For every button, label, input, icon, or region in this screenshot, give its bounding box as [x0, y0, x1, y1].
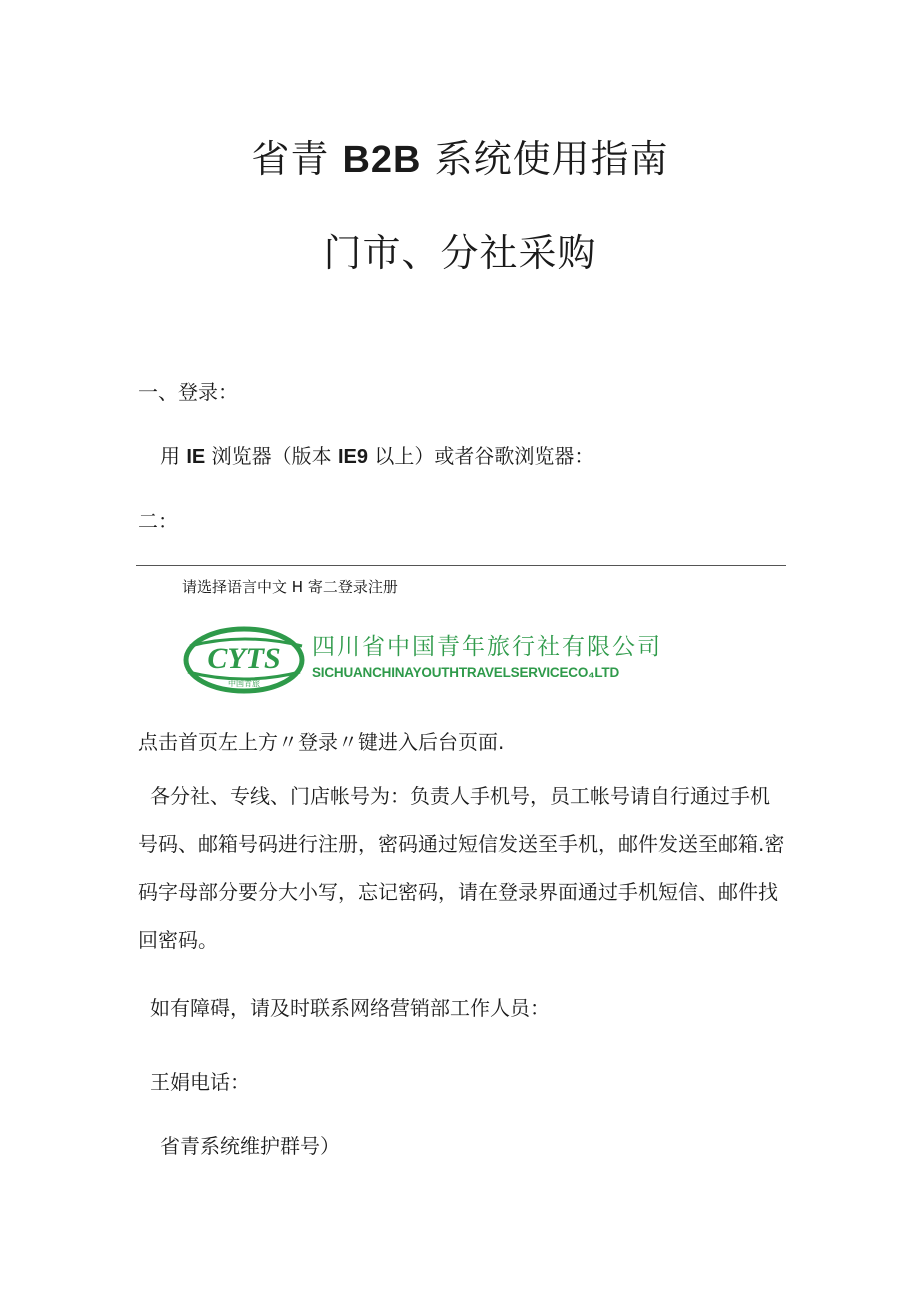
browser-text-ie: IE [186, 446, 206, 468]
screenshot-top-rule [136, 565, 786, 566]
login-instruction: 点击首页左上方〃登录〃键进入后台页面. [138, 730, 505, 754]
contact-line: 如有障碍，请及时联系网络营销部工作人员： [150, 996, 550, 1020]
document-title [0, 128, 920, 183]
cyts-logo-icon [180, 626, 310, 694]
section-1-heading: 一、登录： [138, 380, 238, 404]
cyts-logo [180, 626, 310, 694]
company-name-en: SICHUANCHINAYOUTHTRAVELSERVICECO₄LTD [312, 665, 620, 680]
section-2-heading: 二： [138, 509, 178, 533]
browser-text-2: 浏览器（版本 [205, 444, 338, 468]
phone-line: 王娟电话： [150, 1070, 250, 1094]
document-subtitle: 门市、分社采购 [323, 231, 597, 275]
group-line: 省青系统维护群号） [160, 1134, 340, 1158]
browser-text-1: 用 [160, 444, 187, 468]
account-paragraph: 各分社、专线、门店帐号为：负责人手机号，员工帐号请自行通过手机号码、邮箱号码进行注册，密码通过短信发送至手机，邮件发送至邮箱.密码字母部分要分大小写，忘记密码，请在登录界面通过手机短信、邮件找回密码。 [138, 784, 785, 952]
logo-text: CYTS [207, 642, 281, 675]
company-name-cn: 四川省中国青年旅行社有限公司 [312, 634, 662, 660]
language-bar[interactable]: 请选择语言中文 H 寄二登录注册 [182, 578, 398, 596]
title-bold: B2B [342, 139, 422, 181]
browser-text-ie9: IE9 [337, 446, 369, 468]
browser-requirement [160, 440, 594, 469]
title-prefix: 省青 [251, 137, 343, 181]
logo-subtext: 中国青旅 [228, 679, 260, 688]
browser-text-3: 以上）或者谷歌浏览器： [368, 444, 595, 468]
title-suffix: 系统使用指南 [421, 137, 669, 181]
